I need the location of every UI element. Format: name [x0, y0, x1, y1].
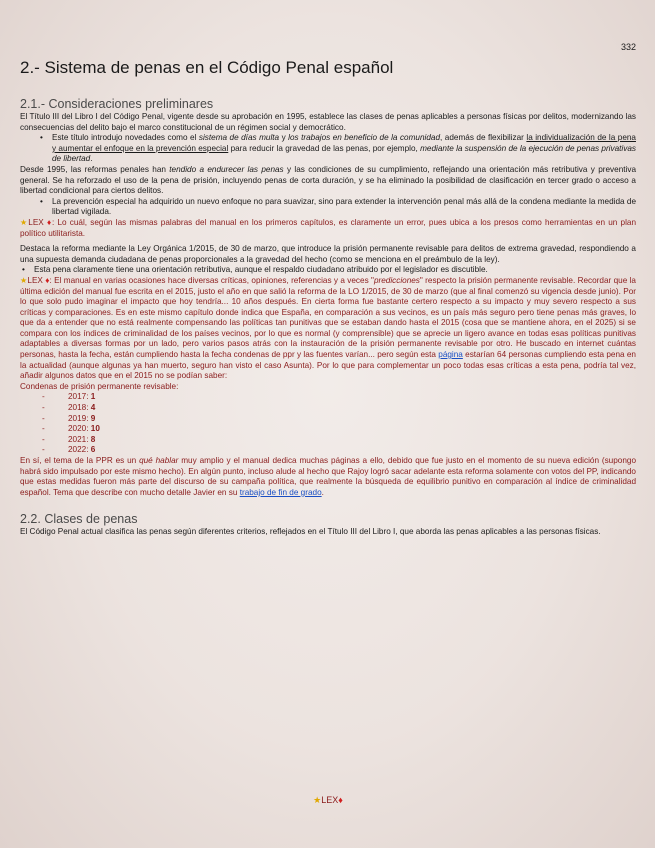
- list-item: - 2017: 1: [42, 392, 636, 403]
- lex-note: ★LEX ♦: El manual en varias ocasiones hace diversas críticas, opiniones, referencias y a veces "predicciones" respecto la prisión permanente revisable. Recordar que la última edición del manual fue escrita en el 2015, justo el año en que salió la reforma de la LO 1/2015, de 30 de marzo (que al final comenzó su vigencia desde junio). Por lo que solo pudo imaginar el impacto que hoy tendría... 10 años después. En cierta forma fue bastante certero respecto a su impacto y muy severo respecto a sus críticas y comparaciones. Es en este mismo capítulo donde indica que España, en comparación a sus vecinos, es un país más seguro pero tiene penas más graves, lo que da a entender que no está realmente compensando las políticas tan punitivas que se estaban dando hasta el 2015 (cosa que se mantiene ahora, en el 2025) si se compara con los índices de criminalidad de los países vecinos, por lo que es normal (y comprensible) que se aprecie un ligero avance en todas esas políticas punitivas adaptables a diversas formas por un lado, pero varios pasos atrás con la instauración de la prisión permanente revisable por otro. He buscado en internet cuántas personas, hasta la fecha, están cumpliendo hasta la fecha condenas de ppr y las fuentes varían... pero según esta página estarían 64 personas cumpliendo esta pena en la actualidad (aunque algunas ya han muerto, seguro han visto el caso Asunta). Por lo que para complementar un poco todas esas críticas a esta pena, podría tal vez, añadir algunos datos que en el 2015 no se podían saber: Condenas de prisión permanente revisable: - 2017: 1 - 2018: 4 - 2019: 9 - 2020: 10 - 2021: 8 - 2022: 6 En sí, el tema de la PPR es un qué hablar muy amplio y el manual dedica muchas páginas a ello, debido que fue justo en el momento de su nueva edición (supongo habrá sido impulsado por este mismo hecho). En algún punto, incluso alude al hecho que Rajoy logró sacar adelante esta reforma solamente con votos del PP, indicando que estas medidas fueron más parte del discurso de su campaña política, que realmente la búsqueda de equilibrio punitivo en comparación al índice de criminalidad español. Tema que describe con mucho detalle Javier en su trabajo de fin de grado.: [20, 276, 636, 498]
- list-item: - 2022: 6: [42, 445, 636, 456]
- section-heading-2-2: 2.2. Clases de penas: [20, 512, 138, 527]
- list-item: - 2019: 9: [42, 414, 636, 425]
- tfg-link[interactable]: trabajo de fin de grado: [239, 487, 322, 497]
- footer: ★LEX♦: [313, 795, 343, 805]
- pagina-link[interactable]: página: [438, 350, 463, 360]
- bullet-list: [20, 133, 636, 165]
- page-number: 332: [620, 42, 636, 52]
- condenas-heading: Condenas de prisión permanente revisable:: [20, 381, 179, 391]
- list-item: - 2018: 4: [42, 403, 636, 414]
- condenas-list: [20, 392, 636, 456]
- list-item: - 2021: 8: [42, 435, 636, 446]
- list-item: - 2020: 10: [42, 424, 636, 435]
- document-body: [20, 97, 636, 538]
- drop-icon: ♦: [42, 275, 50, 285]
- star-icon: ★: [20, 217, 29, 227]
- star-icon: ★: [313, 795, 322, 805]
- list-item: • Esta pena claramente tiene una orientación retributiva, aunque el respaldo ciudadano atribuido por el legislador es discutible.: [24, 265, 636, 276]
- list-item: • Este título introdujo novedades como el sistema de días multa y los trabajos en beneficio de la comunidad, además de flexibilizar la individualización de la pena y aumentar el enfoque en la prevención especial para reducir la gravedad de las penas, por ejemplo, mediante la suspensión de la ejecución de penas privativas de libertad.: [42, 133, 636, 165]
- paragraph: El Código Penal actual clasifica las penas según diferentes criterios, reflejados en el Título III del Libro I, que aborda las penas aplicables a las personas físicas.: [20, 527, 601, 537]
- bullet-list: [20, 197, 636, 218]
- section-heading-2-1: 2.1.- Consideraciones preliminares: [20, 97, 214, 111]
- paragraph: Destaca la reforma mediante la Ley Orgánica 1/2015, de 30 de marzo, que introduce la prisión permanente revisable para delitos de extrema gravedad, respondiendo a una supuesta demanda ciudadana de penas proporcionales a la gravedad del hecho (como se menciona en el preámbulo de la ley).: [20, 244, 636, 264]
- paragraph: El Título III del Libro I del Código Penal, vigente desde su aprobación en 1995, establece las clases de penas aplicables a personas físicas por delitos, modernizando las consecuencias del delito bajo el marco constitucional de un régimen social y democrático.: [20, 112, 636, 132]
- star-icon: ★: [20, 275, 28, 285]
- drop-icon: ♦: [43, 217, 53, 227]
- drop-icon: ♦: [338, 795, 343, 805]
- paragraph: Desde 1995, las reformas penales han tendido a endurecer las penas y las condiciones de su cumplimiento, reflejando una orientación más retributiva y preventiva general. Se ha reforzado el uso de la pena de prisión, incluyendo penas de corta duración, y se ha eliminado la posibilidad de clasificación en tercer grado o acceso a libertad condicional para ciertos delitos.: [20, 164, 636, 196]
- lex-note: ★LEX ♦: Lo cuál, según las mismas palabras del manual en los primeros capítulos, es claramente un error, pues ubica a los presos como herramientas en un plan político utilitarista.: [20, 217, 637, 238]
- bullet-list: [20, 265, 636, 276]
- list-item: • La prevención especial ha adquirido un nuevo enfoque no para suavizar, sino para extender la intervención penal más allá de la condena mediante la medida de libertad vigilada.: [42, 197, 636, 218]
- page-title: 2.- Sistema de penas en el Código Penal español: [20, 58, 394, 77]
